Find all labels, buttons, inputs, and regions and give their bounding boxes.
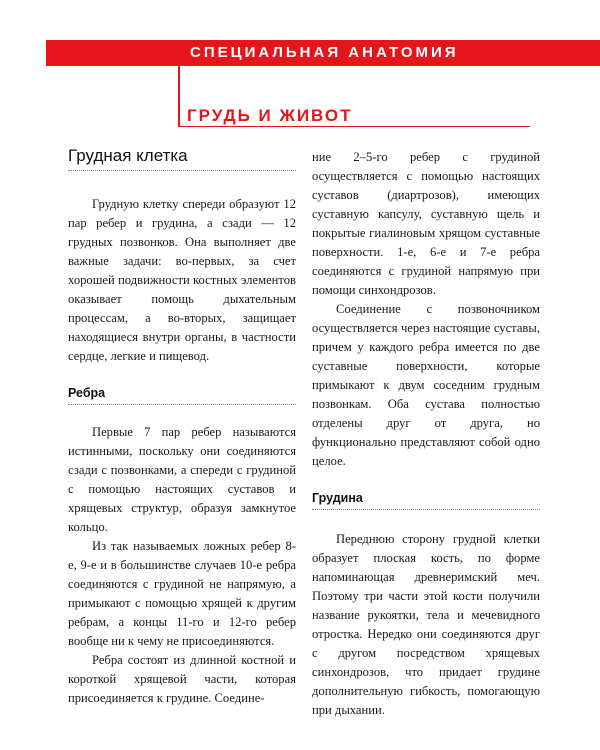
right-column: [312, 148, 540, 720]
chapter-rule-vertical: [178, 66, 180, 126]
left-column: [68, 146, 296, 708]
paragraph-intro: Грудную клетку спереди образуют 12 пар ребер и грудина, а сзади — 12 грудных позвонков. Она выполняет две важные задачи: во-первых, за счет хорошей подвижности костных элементов оказывает помощь дыхательным процессам, а во-вторых, защищает находящиеся внутри органы, в частности сердце, легкие и пищевод.: [68, 197, 296, 363]
subheading-ribs: Ребра: [68, 386, 296, 405]
section-title: СПЕЦИАЛЬНАЯ АНАТОМИЯ: [190, 44, 459, 61]
chapter-title: ГРУДЬ И ЖИВОТ: [187, 106, 353, 125]
paragraph-ribs-2: Из так называемых ложных ребер 8-е, 9-е и в большинстве случаев 10-е ребра соединяются с грудиной не напрямую, а примыкают с помощью хрящей к другим ребрам, а концы 11-го и 12-го ребер вообще ни к чему не присоединяются.: [68, 539, 296, 648]
paragraph-ribs-1: Первые 7 пар ребер называются истинными, поскольку они соединяются сзади с позвонками, а спереди с грудиной с помощью настоящих суставов и хрящевых структур, образуя замкнутое кольцо.: [68, 425, 296, 534]
paragraph-vertebral-joints: Соединение с позвоночником осуществляется через настоящие суставы, причем у каждого ребра имеется по две суставные поверхности, которые примыкают к двум соседним грудным позвонкам. Оба сустава полностью отделены друг от друга, но функционально представляют собой одно целое.: [312, 302, 540, 468]
paragraph-sternum: Переднюю сторону грудной клетки образует плоская кость, по форме напоминающая древнеримский меч. Поэтому три части этой кости получили название рукоятки, тела и мечевидного отростка. Нередко они соединяются друг с другом посредством хрящевых синхондрозов, что придает грудине дополнительную гибкость, помогающую при дыхании.: [312, 532, 540, 717]
subheading-sternum: Грудина: [312, 491, 540, 510]
heading-chest: Грудная клетка: [68, 146, 296, 171]
paragraph-ribs-3: Ребра состоят из длинной костной и короткой хрящевой части, которая присоединяется к грудине. Соедине-: [68, 653, 296, 705]
paragraph-ribs-continued: ние 2–5-го ребер с грудиной осуществляется с помощью настоящих суставов (диартрозов), имеющих суставную капсулу, суставную щель и покрытые гиалиновым хрящом суставные поверхности. 1-е, 6-е и 7-е ребра соединяются с грудиной напрямую при помощи синхондрозов.: [312, 150, 540, 297]
chapter-rule-horizontal: [178, 126, 530, 127]
